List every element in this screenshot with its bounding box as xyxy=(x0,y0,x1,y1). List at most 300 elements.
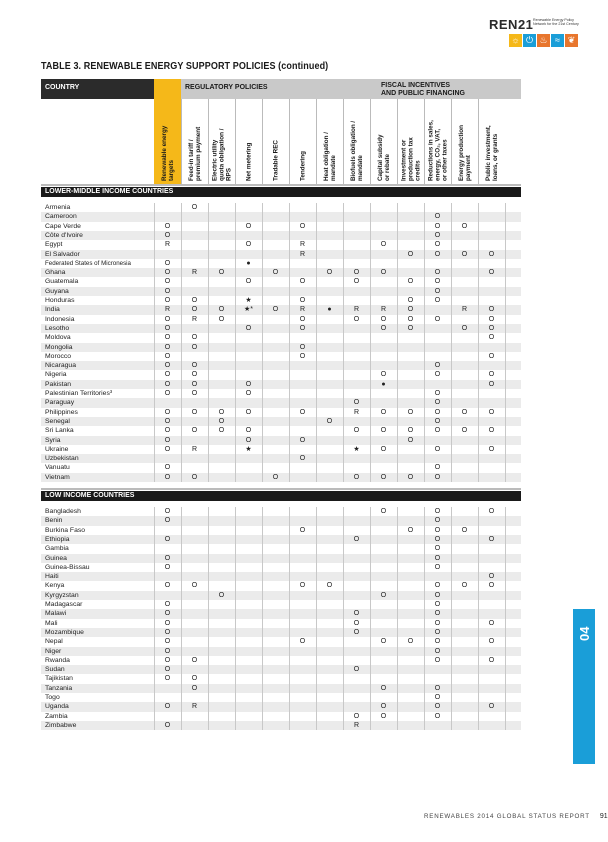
existing-policy-mark: O xyxy=(164,324,171,332)
table-row xyxy=(41,222,521,231)
existing-policy-mark: O xyxy=(164,380,171,388)
existing-policy-mark: O xyxy=(164,287,171,295)
existing-policy-mark: O xyxy=(164,362,171,370)
table-row xyxy=(41,268,521,277)
logo-wordmark: REN21 xyxy=(489,17,534,32)
table-row xyxy=(41,212,521,221)
column-header-label: Tradable REC xyxy=(272,140,280,181)
revised-policy-mark: R xyxy=(299,250,306,258)
table-row xyxy=(41,259,521,268)
column-header-12 xyxy=(478,99,505,184)
column-header-label: Renewable energy targets xyxy=(160,125,175,181)
existing-policy-mark: O xyxy=(488,334,495,342)
grid-line xyxy=(370,507,371,730)
grid-line xyxy=(343,203,344,482)
existing-policy-mark: O xyxy=(434,601,441,608)
column-header-6 xyxy=(316,99,343,184)
existing-policy-mark: O xyxy=(488,352,495,360)
fiscal-incentives-header: FISCAL INCENTIVES AND PUBLIC FINANCING xyxy=(377,79,521,99)
existing-policy-mark: O xyxy=(461,324,468,332)
grid-line xyxy=(262,203,263,482)
existing-policy-mark: O xyxy=(191,362,198,370)
existing-policy-mark: O xyxy=(488,619,495,627)
existing-policy-mark: O xyxy=(245,380,252,388)
existing-policy-mark: O xyxy=(488,269,495,277)
existing-policy-mark: O xyxy=(164,259,171,267)
existing-policy-mark: O xyxy=(488,445,495,453)
column-header-8 xyxy=(370,99,397,184)
existing-policy-mark: O xyxy=(164,315,171,323)
country-name: Sri Lanka xyxy=(45,427,74,435)
grid-line xyxy=(478,203,479,482)
existing-policy-mark: O xyxy=(272,269,279,277)
column-header-1 xyxy=(181,99,208,184)
existing-policy-mark: O xyxy=(245,408,252,416)
existing-policy-mark: O xyxy=(380,408,387,416)
existing-policy-mark: O xyxy=(407,638,414,646)
revised-policy-mark: R xyxy=(461,306,468,314)
country-name: Madagascar xyxy=(45,601,83,608)
table-row xyxy=(41,473,521,482)
table-row xyxy=(41,619,521,628)
country-name: Nicaragua xyxy=(45,362,76,370)
existing-policy-mark: O xyxy=(299,297,306,304)
country-name: Sudan xyxy=(45,666,65,674)
grid-line xyxy=(154,203,155,482)
existing-policy-mark: O xyxy=(434,563,441,571)
existing-policy-mark: O xyxy=(299,436,306,444)
existing-policy-mark: O xyxy=(434,591,441,599)
existing-policy-mark: O xyxy=(218,427,225,435)
existing-policy-mark: O xyxy=(245,222,252,230)
existing-policy-mark: O xyxy=(299,638,306,646)
existing-policy-mark: O xyxy=(164,721,171,729)
table-row xyxy=(41,702,521,711)
column-header-label: Tendering xyxy=(299,151,307,181)
existing-policy-mark: O xyxy=(164,656,171,664)
grid-line xyxy=(316,507,317,730)
table-row xyxy=(41,656,521,665)
existing-policy-mark: O xyxy=(164,628,171,636)
country-header: COUNTRY xyxy=(41,79,154,99)
revised-policy-mark: R xyxy=(191,445,198,453)
table-row xyxy=(41,380,521,389)
existing-policy-mark: O xyxy=(272,473,279,481)
table-row xyxy=(41,352,521,361)
table-row xyxy=(41,231,521,240)
grid-line xyxy=(370,203,371,482)
existing-policy-mark: O xyxy=(164,554,171,562)
existing-policy-mark: O xyxy=(164,619,171,627)
grid-line xyxy=(397,507,398,730)
existing-policy-mark: O xyxy=(488,380,495,388)
existing-policy-mark: O xyxy=(164,436,171,444)
existing-policy-mark: O xyxy=(191,334,198,342)
existing-policy-mark: O xyxy=(488,638,495,646)
existing-policy-mark: O xyxy=(434,213,441,221)
existing-policy-mark: O xyxy=(164,638,171,646)
existing-policy-mark: O xyxy=(164,343,171,351)
column-header-label: Energy production payment xyxy=(458,125,472,181)
country-name: Mali xyxy=(45,619,58,627)
existing-policy-mark: O xyxy=(299,343,306,351)
column-header-label: Reductions in sales, energy, CO₂, VAT, or other taxes xyxy=(427,120,449,181)
existing-policy-mark: O xyxy=(164,675,171,683)
existing-policy-mark: O xyxy=(380,315,387,323)
table-row xyxy=(41,240,521,249)
grid-line xyxy=(289,203,290,482)
existing-policy-mark: O xyxy=(191,582,198,590)
existing-policy-mark: O xyxy=(407,297,414,304)
existing-policy-mark: O xyxy=(380,241,387,249)
existing-policy-mark: O xyxy=(434,610,441,618)
existing-policy-mark: O xyxy=(218,306,225,314)
existing-policy-mark: O xyxy=(488,535,495,543)
sun-icon: ☼ xyxy=(509,34,522,47)
existing-policy-mark: O xyxy=(434,517,441,525)
table-row xyxy=(41,647,521,656)
power-icon: ⏻ xyxy=(523,34,536,47)
existing-policy-mark: O xyxy=(488,315,495,323)
existing-policy-mark: O xyxy=(164,417,171,425)
table-row xyxy=(41,333,521,342)
existing-policy-mark: O xyxy=(380,638,387,646)
existing-policy-mark: O xyxy=(434,241,441,249)
existing-policy-mark: O xyxy=(488,703,495,711)
country-name: Moldova xyxy=(45,334,71,342)
table-row xyxy=(41,361,521,370)
table-row xyxy=(41,370,521,379)
country-name: Ghana xyxy=(45,269,66,277)
grid-line xyxy=(262,507,263,730)
existing-policy-mark: O xyxy=(407,315,414,323)
existing-policy-mark: O xyxy=(218,591,225,599)
grid-line xyxy=(424,203,425,482)
table-row xyxy=(41,554,521,563)
existing-policy-mark: O xyxy=(164,601,171,608)
revised-policy-mark: R xyxy=(299,306,306,314)
column-header-label: Public investment, loans, or grants xyxy=(485,125,499,181)
existing-policy-mark: O xyxy=(380,473,387,481)
table-row xyxy=(41,389,521,398)
existing-policy-mark: O xyxy=(245,427,252,435)
revised-policy-mark: R xyxy=(353,306,360,314)
existing-policy-mark: O xyxy=(434,628,441,636)
table-row xyxy=(41,203,521,212)
wave-icon: ≈ xyxy=(551,34,564,47)
revised-policy-mark: R xyxy=(164,306,171,314)
existing-policy-mark: O xyxy=(488,427,495,435)
country-name: Paraguay xyxy=(45,399,75,407)
existing-policy-mark: O xyxy=(164,427,171,435)
existing-policy-mark: O xyxy=(299,222,306,230)
column-header-9 xyxy=(397,99,424,184)
existing-policy-mark: O xyxy=(164,582,171,590)
table-row xyxy=(41,665,521,674)
table-row xyxy=(41,398,521,407)
existing-policy-mark: O xyxy=(461,408,468,416)
existing-policy-mark: O xyxy=(164,222,171,230)
existing-policy-mark: O xyxy=(245,241,252,249)
existing-policy-mark: O xyxy=(353,399,360,407)
revised-policy-mark: R xyxy=(299,241,306,249)
existing-policy-mark: O xyxy=(299,526,306,534)
new-policy-mark: ● xyxy=(381,380,386,388)
existing-policy-mark: O xyxy=(353,628,360,636)
existing-policy-mark: O xyxy=(164,647,171,655)
country-name: Burkina Faso xyxy=(45,526,86,534)
table-row xyxy=(41,693,521,702)
existing-policy-mark: O xyxy=(461,427,468,435)
country-name: Honduras xyxy=(45,297,75,304)
existing-policy-mark: O xyxy=(191,380,198,388)
table-row xyxy=(41,343,521,352)
existing-policy-mark: O xyxy=(434,399,441,407)
table-row xyxy=(41,581,521,590)
existing-policy-mark: O xyxy=(245,390,252,397)
existing-policy-mark: O xyxy=(434,222,441,230)
grid-line xyxy=(451,507,452,730)
table-row xyxy=(41,296,521,305)
grid-line xyxy=(181,203,182,482)
existing-policy-mark: O xyxy=(164,231,171,239)
country-name: Morocco xyxy=(45,352,72,360)
column-header-4 xyxy=(262,99,289,184)
country-name: Benin xyxy=(45,517,63,525)
existing-policy-mark: O xyxy=(461,526,468,534)
existing-policy-mark: O xyxy=(407,526,414,534)
country-name: Senegal xyxy=(45,417,70,425)
existing-policy-mark: O xyxy=(434,508,441,515)
country-name: Tanzania xyxy=(45,684,73,692)
table-row xyxy=(41,436,521,445)
existing-policy-mark: O xyxy=(434,390,441,397)
existing-policy-mark: O xyxy=(191,297,198,304)
existing-policy-mark: O xyxy=(488,408,495,416)
table-row xyxy=(41,526,521,535)
existing-policy-mark: O xyxy=(191,408,198,416)
country-name: Lesotho xyxy=(45,324,70,332)
column-header-3 xyxy=(235,99,262,184)
grid-line xyxy=(451,203,452,482)
existing-policy-mark: O xyxy=(488,582,495,590)
column-header-7 xyxy=(343,99,370,184)
column-header-2 xyxy=(208,99,235,184)
existing-policy-mark: O xyxy=(191,473,198,481)
column-header-label: Capital subsidy or rebate xyxy=(377,134,391,181)
table-row xyxy=(41,712,521,721)
existing-policy-mark: O xyxy=(434,427,441,435)
existing-policy-mark: O xyxy=(326,417,333,425)
table-row xyxy=(41,684,521,693)
table-row xyxy=(41,535,521,544)
existing-policy-mark: O xyxy=(434,619,441,627)
existing-policy-mark: O xyxy=(488,508,495,515)
existing-policy-mark: O xyxy=(218,315,225,323)
revised-policy-mark: R xyxy=(353,408,360,416)
table-row xyxy=(41,674,521,683)
country-name: Mozambique xyxy=(45,628,84,636)
column-header-label: Feed-in tariff / premium payment xyxy=(188,126,202,181)
existing-policy-mark: O xyxy=(164,508,171,515)
country-name: Zambia xyxy=(45,712,68,720)
existing-policy-mark: O xyxy=(488,324,495,332)
existing-policy-mark: O xyxy=(434,315,441,323)
chapter-number: 04 xyxy=(577,626,592,641)
existing-policy-mark: O xyxy=(299,408,306,416)
country-name: Guinea xyxy=(45,554,67,562)
existing-policy-mark: O xyxy=(299,324,306,332)
existing-policy-mark: O xyxy=(488,656,495,664)
existing-policy-mark: O xyxy=(353,619,360,627)
table-row xyxy=(41,609,521,618)
existing-policy-mark: O xyxy=(434,408,441,416)
grid-line xyxy=(424,507,425,730)
existing-policy-mark: O xyxy=(191,427,198,435)
existing-policy-mark: O xyxy=(191,390,198,397)
section-separator xyxy=(41,184,521,186)
table-row xyxy=(41,277,521,286)
column-header-label: Heat obligation / mandate xyxy=(323,132,337,181)
existing-policy-mark: O xyxy=(272,306,279,314)
existing-policy-mark: O xyxy=(461,250,468,258)
existing-policy-mark: O xyxy=(191,343,198,351)
country-name: Syria xyxy=(45,436,61,444)
table-row xyxy=(41,563,521,572)
existing-policy-mark: O xyxy=(164,464,171,472)
section-separator xyxy=(41,488,521,490)
column-header-label: Investment or production tax credits xyxy=(400,137,422,181)
country-name: Palestinian Territories³ xyxy=(45,390,113,397)
table-row xyxy=(41,516,521,525)
country-name: Kyrgyzstan xyxy=(45,591,79,599)
grid-line xyxy=(235,507,236,730)
revised-policy-mark: R xyxy=(164,241,171,249)
subnational-policy-mark: ★* xyxy=(244,306,253,314)
existing-policy-mark: O xyxy=(407,324,414,332)
table-row xyxy=(41,287,521,296)
logo-icon-row xyxy=(509,34,578,47)
country-name: Egypt xyxy=(45,241,63,249)
existing-policy-mark: O xyxy=(164,445,171,453)
existing-policy-mark: O xyxy=(488,250,495,258)
existing-policy-mark: O xyxy=(434,526,441,534)
country-name: Cameroon xyxy=(45,213,77,221)
existing-policy-mark: O xyxy=(353,315,360,323)
country-name: Vietnam xyxy=(45,473,70,481)
existing-policy-mark: O xyxy=(434,656,441,664)
existing-policy-mark: O xyxy=(353,610,360,618)
table-row xyxy=(41,507,521,516)
grid-line xyxy=(289,507,290,730)
existing-policy-mark: O xyxy=(461,222,468,230)
table-row xyxy=(41,445,521,454)
existing-policy-mark: O xyxy=(380,591,387,599)
country-name: Gambia xyxy=(45,545,69,553)
existing-policy-mark: O xyxy=(353,427,360,435)
country-name: Ukraine xyxy=(45,445,69,453)
table-title: TABLE 3. RENEWABLE ENERGY SUPPORT POLICIES (continued) xyxy=(41,60,329,72)
grid-line xyxy=(235,203,236,482)
existing-policy-mark: O xyxy=(164,473,171,481)
existing-policy-mark: O xyxy=(191,656,198,664)
table-row xyxy=(41,600,521,609)
country-name: Cape Verde xyxy=(45,222,81,230)
existing-policy-mark: O xyxy=(380,712,387,720)
table-row xyxy=(41,572,521,581)
country-name: Tajikistan xyxy=(45,675,73,683)
table-row xyxy=(41,637,521,646)
existing-policy-mark: O xyxy=(164,390,171,397)
chapter-tab[interactable] xyxy=(573,609,595,764)
existing-policy-mark: O xyxy=(380,703,387,711)
table-row xyxy=(41,324,521,333)
existing-policy-mark: O xyxy=(164,352,171,360)
existing-policy-mark: O xyxy=(164,297,171,304)
table-row xyxy=(41,315,521,324)
country-name: Armenia xyxy=(45,204,71,211)
country-name: Ethiopia xyxy=(45,535,70,543)
country-name: Nepal xyxy=(45,638,63,646)
column-header-5 xyxy=(289,99,316,184)
existing-policy-mark: O xyxy=(434,684,441,692)
existing-policy-mark: O xyxy=(164,278,171,286)
table-row xyxy=(41,544,521,553)
existing-policy-mark: O xyxy=(434,445,441,453)
existing-policy-mark: O xyxy=(407,250,414,258)
country-name: Pakistan xyxy=(45,380,72,388)
existing-policy-mark: O xyxy=(407,436,414,444)
existing-policy-mark: O xyxy=(407,278,414,286)
country-name: Côte d'Ivoire xyxy=(45,231,83,239)
existing-policy-mark: O xyxy=(434,712,441,720)
country-name: Philippines xyxy=(45,408,78,416)
ren21-logo xyxy=(489,17,579,49)
subnational-policy-mark: ★ xyxy=(353,445,360,453)
existing-policy-mark: O xyxy=(164,269,171,277)
new-policy-mark: ● xyxy=(327,306,332,314)
existing-policy-mark: O xyxy=(488,371,495,379)
existing-policy-mark: O xyxy=(191,684,198,692)
existing-policy-mark: O xyxy=(380,324,387,332)
country-name: Nigeria xyxy=(45,371,67,379)
existing-policy-mark: O xyxy=(218,269,225,277)
country-name: Kenya xyxy=(45,582,65,590)
existing-policy-mark: O xyxy=(488,573,495,581)
existing-policy-mark: O xyxy=(488,306,495,314)
existing-policy-mark: O xyxy=(434,554,441,562)
new-policy-mark: ● xyxy=(246,259,251,267)
revised-policy-mark: R xyxy=(191,703,198,711)
column-header-10 xyxy=(424,99,451,184)
existing-policy-mark: O xyxy=(434,703,441,711)
revised-policy-mark: R xyxy=(191,269,198,277)
existing-policy-mark: O xyxy=(380,371,387,379)
table-row xyxy=(41,463,521,472)
existing-policy-mark: O xyxy=(434,371,441,379)
regulatory-policies-header: REGULATORY POLICIES xyxy=(181,79,377,99)
country-name: El Salvador xyxy=(45,250,80,258)
table-row xyxy=(41,628,521,637)
existing-policy-mark: O xyxy=(299,455,306,463)
existing-policy-mark: O xyxy=(218,417,225,425)
existing-policy-mark: O xyxy=(245,436,252,444)
subnational-policy-mark: ★ xyxy=(245,297,252,304)
table-row xyxy=(41,721,521,730)
existing-policy-mark: O xyxy=(191,204,198,211)
page-footer xyxy=(424,813,608,820)
country-name: Uganda xyxy=(45,703,69,711)
